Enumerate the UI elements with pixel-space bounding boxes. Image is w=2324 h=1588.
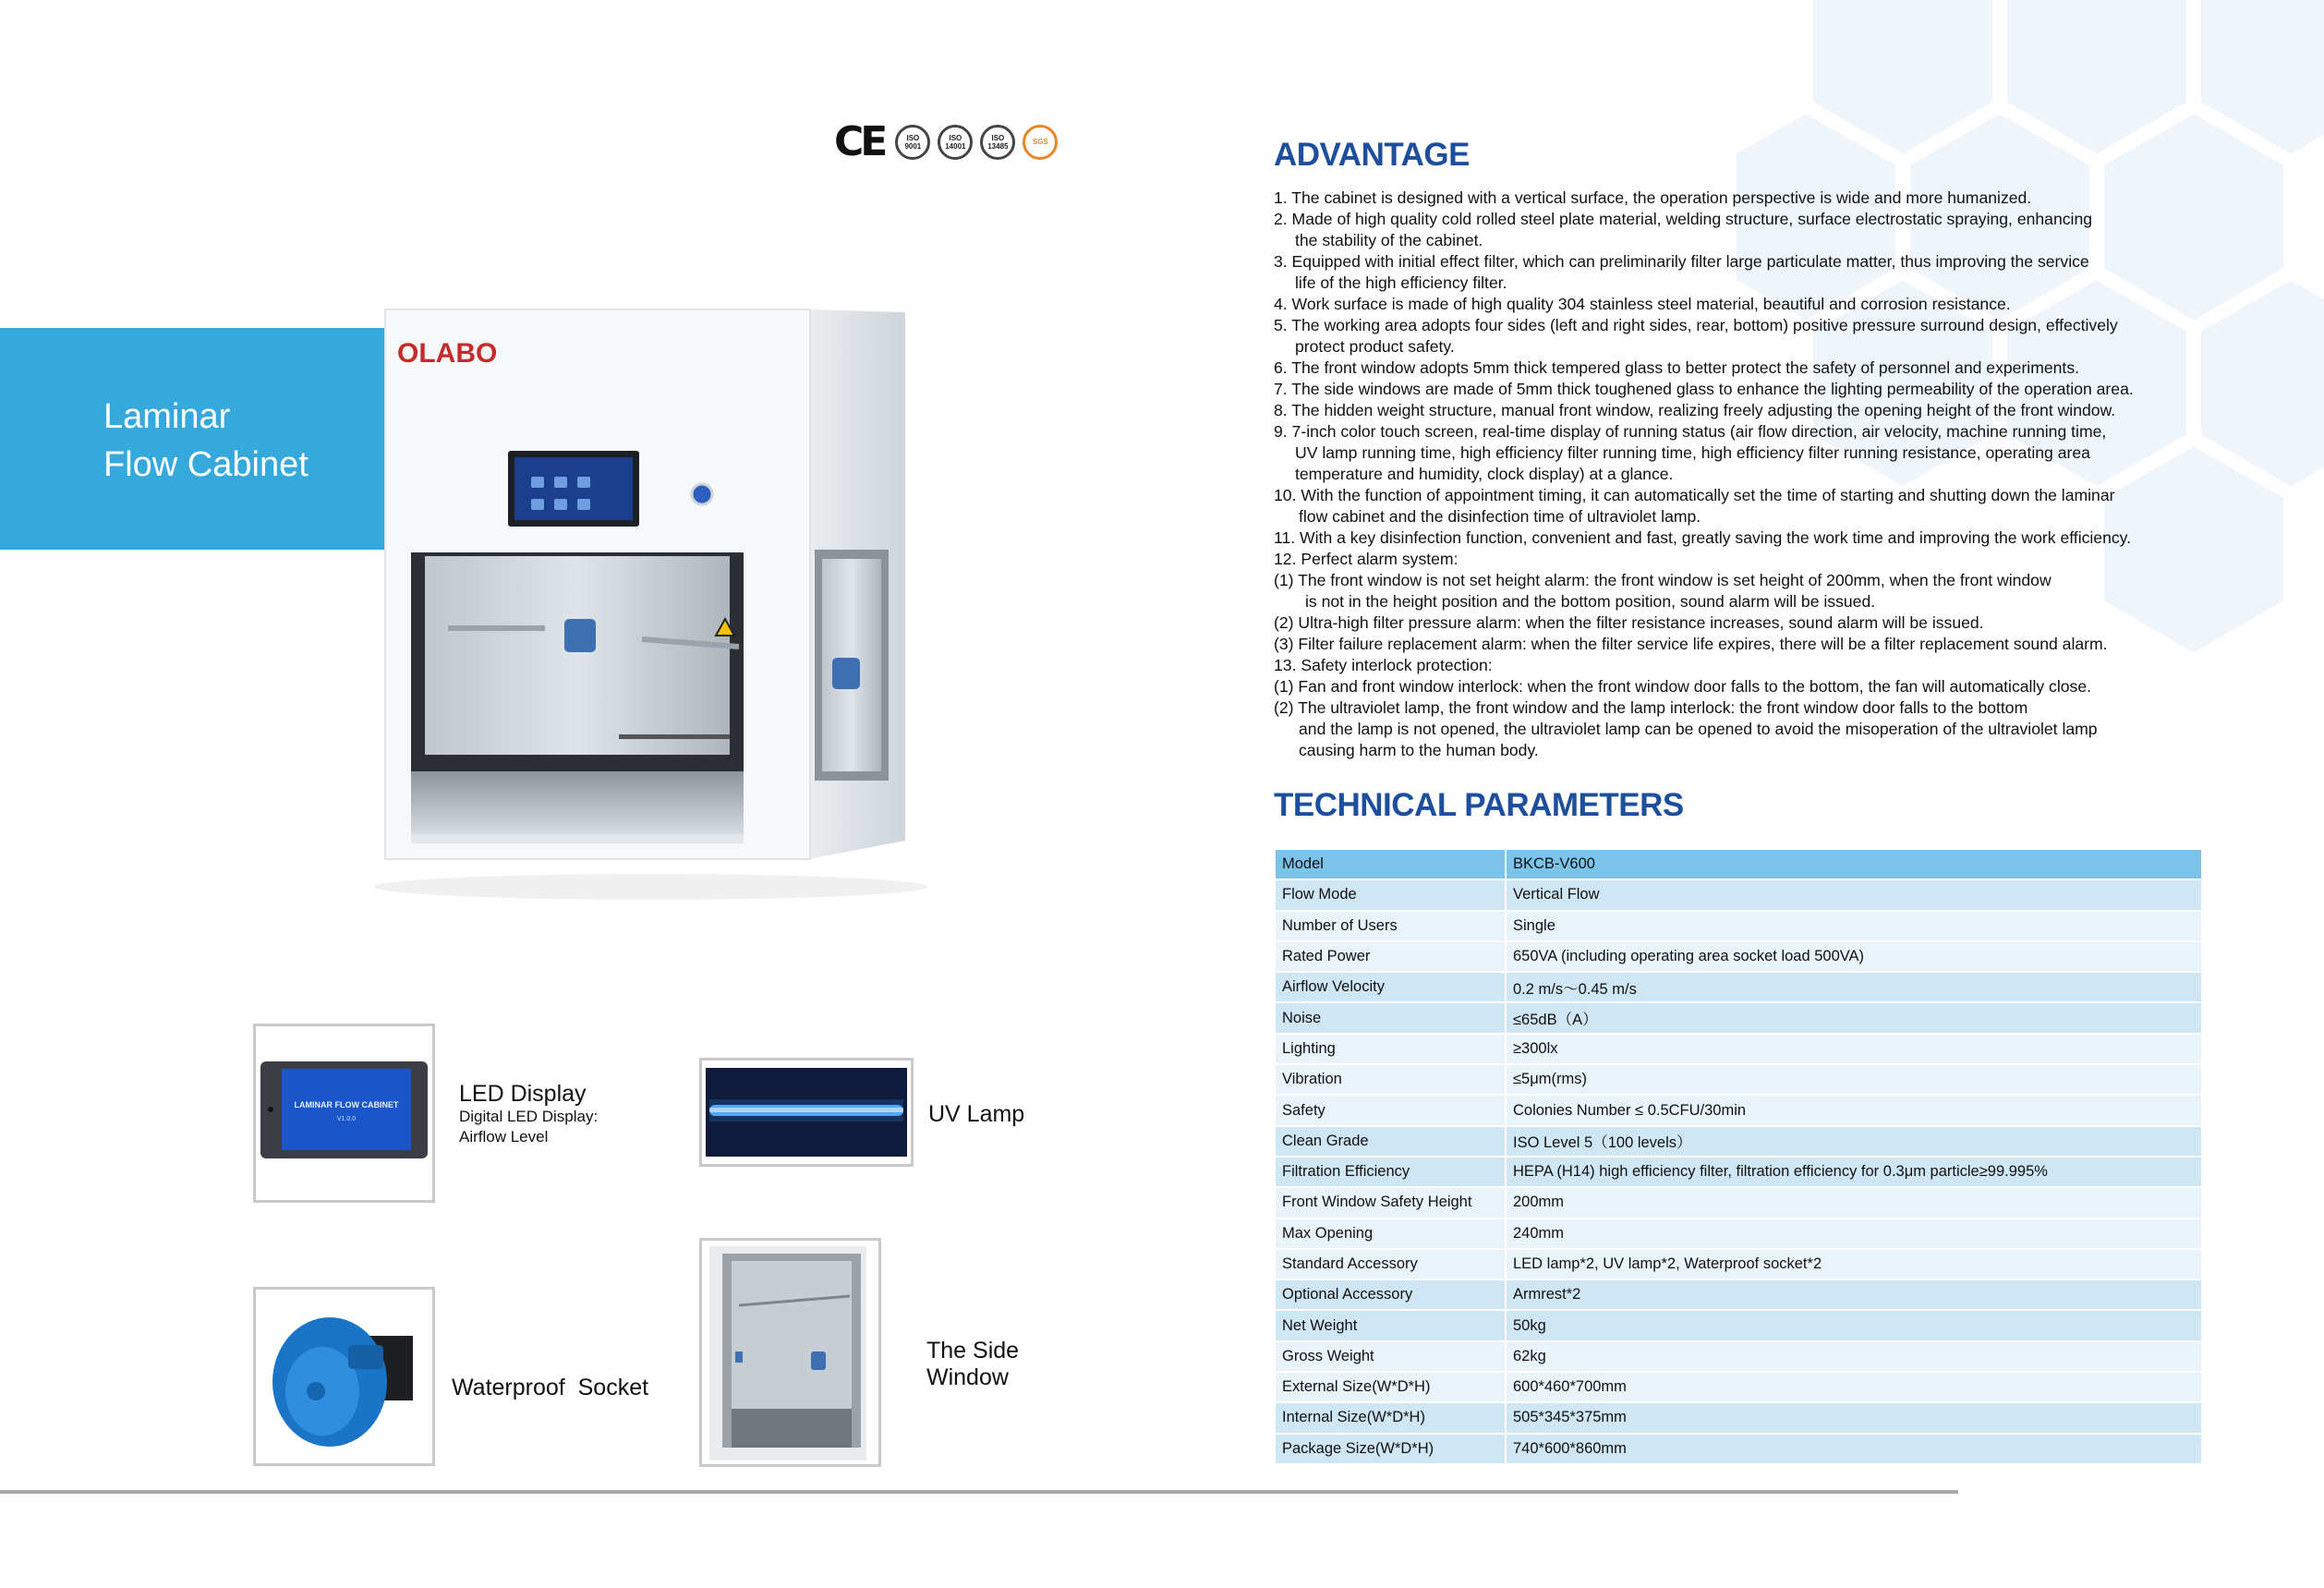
table-row: [1275, 1034, 2202, 1064]
param-value: Vertical Flow: [1506, 879, 2202, 910]
param-name: Airflow Velocity: [1275, 972, 1506, 1002]
table-row: [1275, 1126, 2202, 1157]
certification-marks: [834, 118, 1058, 165]
bottom-divider: [0, 1490, 1958, 1494]
technical-parameters-table: [1274, 848, 2203, 1465]
advantage-item: (3) Filter failure replacement alarm: when the filter service life expires, there will be a filter replacement sound alarm.: [1274, 635, 2108, 653]
banner-title-line1: Laminar: [103, 397, 231, 436]
param-value: Single: [1506, 911, 2202, 941]
param-name: Max Opening: [1275, 1218, 1506, 1249]
param-value: BKCB-V600: [1506, 849, 2202, 879]
param-name: Clean Grade: [1275, 1126, 1506, 1157]
advantage-item: 13. Safety interlock protection:: [1274, 656, 1493, 674]
banner-title-line2: Flow Cabinet: [103, 445, 309, 484]
advantage-item: (2) The ultraviolet lamp, the front window and the lamp interlock: the front window door falls to the bottom: [1274, 698, 2028, 717]
advantage-item: 5. The working area adopts four sides (left and right sides, rear, bottom) positive pressure surround design, effectively: [1274, 316, 2118, 334]
param-value: 240mm: [1506, 1218, 2202, 1249]
param-value: Colonies Number ≤ 0.5CFU/30min: [1506, 1095, 2202, 1125]
advantage-item: the stability of the cabinet.: [1295, 231, 1483, 249]
param-value: 62kg: [1506, 1341, 2202, 1372]
advantage-item: (2) Ultra-high filter pressure alarm: when the filter resistance increases, sound alarm will be issued.: [1274, 613, 1984, 632]
uv-lamp-photo: [699, 1058, 914, 1167]
param-value: 50kg: [1506, 1310, 2202, 1340]
param-name: Noise: [1275, 1002, 1506, 1033]
param-name: Safety: [1275, 1095, 1506, 1125]
param-name: Front Window Safety Height: [1275, 1187, 1506, 1218]
table-row: [1275, 1310, 2202, 1340]
table-row: [1275, 879, 2202, 910]
product-title-banner: [0, 328, 388, 550]
advantage-item: 4. Work surface is made of high quality 304 stainless steel material, beautiful and corrosion resistance.: [1274, 295, 2011, 313]
advantage-item: flow cabinet and the disinfection time of ultraviolet lamp.: [1299, 507, 1701, 526]
param-name: Internal Size(W*D*H): [1275, 1402, 1506, 1433]
olabo-logo: OLABO: [397, 338, 498, 369]
iso13485-mark: ISO 13485: [980, 125, 1015, 160]
table-row: [1275, 1402, 2202, 1433]
param-name: Net Weight: [1275, 1310, 1506, 1340]
table-row: [1275, 911, 2202, 941]
advantage-item: is not in the height position and the bottom position, sound alarm will be issued.: [1305, 592, 1876, 611]
table-row: [1275, 1064, 2202, 1095]
param-name: Optional Accessory: [1275, 1279, 1506, 1310]
advantage-item: (1) The front window is not set height alarm: the front window is set height of 200mm, when the front window: [1274, 571, 2052, 589]
advantage-item: and the lamp is not opened, the ultraviolet lamp can be opened to avoid the misoperation of the ultraviolet lamp: [1299, 720, 2098, 738]
table-row: [1275, 1157, 2202, 1187]
advantage-item: 10. With the function of appointment timing, it can automatically set the time of starting and shutting down the laminar: [1274, 486, 2115, 504]
advantage-item: 8. The hidden weight structure, manual front window, realizing freely adjusting the opening height of the front window.: [1274, 401, 2116, 419]
led-display-photo: [253, 1024, 435, 1203]
param-value: HEPA (H14) high efficiency filter, filtration efficiency for 0.3μm particle≥99.995%: [1506, 1157, 2202, 1187]
advantage-list: [1274, 188, 2234, 761]
advantage-item: protect product safety.: [1295, 337, 1455, 356]
param-value: 200mm: [1506, 1187, 2202, 1218]
param-name: Package Size(W*D*H): [1275, 1434, 1506, 1464]
laminar-flow-cabinet-image: [374, 296, 938, 905]
screen-version: V1.0.0: [336, 1116, 357, 1122]
advantage-item: 7. The side windows are made of 5mm thick toughened glass to enhance the lighting permeability of the operation area.: [1274, 380, 2134, 398]
technical-parameters-heading: TECHNICAL PARAMETERS: [1274, 787, 1684, 823]
param-name: Standard Accessory: [1275, 1249, 1506, 1279]
waterproof-socket-title: Waterproof Socket: [452, 1375, 649, 1400]
table-row: [1275, 1434, 2202, 1464]
param-name: Rated Power: [1275, 941, 1506, 972]
side-window-title-line2: Window: [926, 1364, 1009, 1390]
side-window-title-line1: The Side: [926, 1338, 1020, 1364]
advantage-item: 6. The front window adopts 5mm thick tempered glass to better protect the safety of personnel and experiments.: [1274, 358, 2080, 377]
table-row: [1275, 1187, 2202, 1218]
param-value: ≥300lx: [1506, 1034, 2202, 1064]
table-row: [1275, 1372, 2202, 1402]
advantage-item: 2. Made of high quality cold rolled steel plate material, welding structure, surface electrostatic spraying, enhancing: [1274, 210, 2093, 228]
advantage-item: life of the high efficiency filter.: [1295, 273, 1507, 292]
param-value: 505*345*375mm: [1506, 1402, 2202, 1433]
screen-title: LAMINAR FLOW CABINET: [294, 1100, 399, 1109]
param-value: 740*600*860mm: [1506, 1434, 2202, 1464]
sgs-mark: SGS: [1023, 125, 1058, 160]
param-name: External Size(W*D*H): [1275, 1372, 1506, 1402]
led-display-sub1: Digital LED Display:: [459, 1108, 599, 1125]
advantage-item: (1) Fan and front window interlock: when the front window door falls to the bottom, the fan will automatically close.: [1274, 677, 2092, 696]
param-value: ≤5μm(rms): [1506, 1064, 2202, 1095]
table-row: [1275, 941, 2202, 972]
led-display-title: LED Display: [459, 1081, 587, 1107]
param-name: Gross Weight: [1275, 1341, 1506, 1372]
table-row: [1275, 849, 2202, 879]
ce-mark: CE: [834, 118, 885, 165]
table-row: [1275, 1341, 2202, 1372]
table-row: [1275, 972, 2202, 1002]
param-value: Armrest*2: [1506, 1279, 2202, 1310]
param-name: Flow Mode: [1275, 879, 1506, 910]
param-name: Filtration Efficiency: [1275, 1157, 1506, 1187]
advantage-item: 12. Perfect alarm system:: [1274, 550, 1459, 568]
table-row: [1275, 1095, 2202, 1125]
table-row: [1275, 1218, 2202, 1249]
advantage-item: 11. With a key disinfection function, convenient and fast, greatly saving the work time and improving the work efficiency.: [1274, 528, 2132, 547]
waterproof-socket-photo: [253, 1287, 435, 1466]
advantage-heading: ADVANTAGE: [1274, 137, 1470, 173]
iso9001-mark: ISO 9001: [895, 125, 930, 160]
param-name: Number of Users: [1275, 911, 1506, 941]
param-value: 650VA (including operating area socket load 500VA): [1506, 941, 2202, 972]
advantage-item: 9. 7-inch color touch screen, real-time display of running status (air flow direction, air velocity, machine running time,: [1274, 422, 2107, 441]
table-row: [1275, 1249, 2202, 1279]
advantage-item: UV lamp running time, high efficiency filter running time, high efficiency filter running resistance, operating area: [1295, 443, 2090, 462]
param-value: 0.2 m/s～0.45 m/s: [1506, 972, 2202, 1002]
side-window-photo: [699, 1238, 881, 1467]
param-name: Lighting: [1275, 1034, 1506, 1064]
advantage-item: 1. The cabinet is designed with a vertical surface, the operation perspective is wide and more humanized.: [1274, 188, 2032, 207]
param-name: Model: [1275, 849, 1506, 879]
table-row: [1275, 1002, 2202, 1033]
param-value: ISO Level 5（100 levels）: [1506, 1126, 2202, 1157]
advantage-item: causing harm to the human body.: [1299, 741, 1539, 759]
advantage-item: temperature and humidity, clock display) at a glance.: [1295, 465, 1674, 483]
led-display-sub2: Airflow Level: [459, 1128, 549, 1146]
iso14001-mark: ISO 14001: [938, 125, 973, 160]
param-name: Vibration: [1275, 1064, 1506, 1095]
table-row: [1275, 1279, 2202, 1310]
advantage-item: 3. Equipped with initial effect filter, which can preliminarily filter large particulate matter, thus improving the service: [1274, 252, 2089, 271]
uv-lamp-title: UV Lamp: [928, 1101, 1025, 1127]
param-value: LED lamp*2, UV lamp*2, Waterproof socket*2: [1506, 1249, 2202, 1279]
param-value: ≤65dB（A）: [1506, 1002, 2202, 1033]
param-value: 600*460*700mm: [1506, 1372, 2202, 1402]
